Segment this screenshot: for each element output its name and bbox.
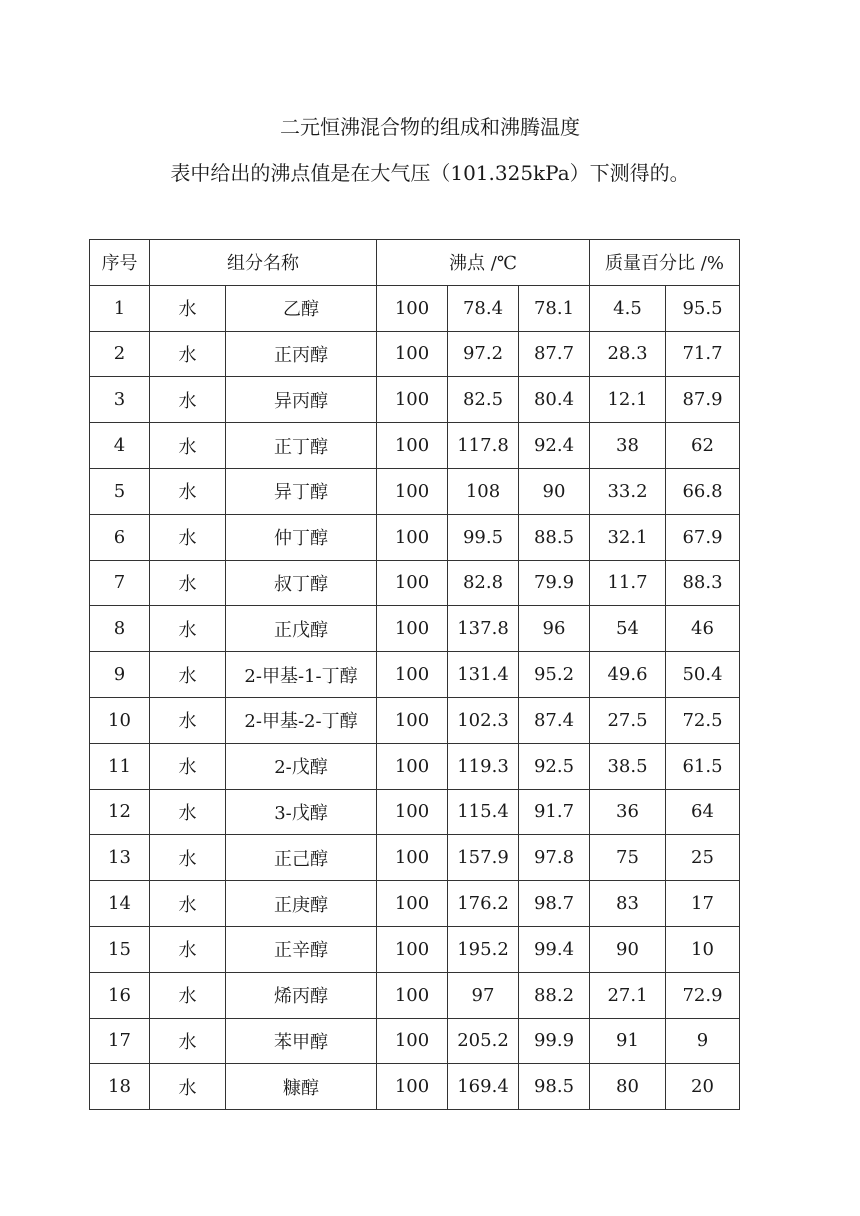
cell-bp-azeotrope: 97.8	[519, 835, 590, 881]
table-row	[90, 331, 740, 377]
cell-mass-b: 62	[666, 423, 740, 469]
cell-mass-b: 17	[666, 881, 740, 927]
cell-bp-b: 205.2	[448, 1018, 519, 1064]
cell-mass-b: 20	[666, 1064, 740, 1110]
cell-bp-b: 78.4	[448, 285, 519, 331]
cell-bp-b: 82.5	[448, 377, 519, 423]
cell-mass-a: 80	[590, 1064, 666, 1110]
cell-mass-b: 88.3	[666, 560, 740, 606]
cell-component-b: 正丙醇	[226, 331, 377, 377]
cell-bp-azeotrope: 88.5	[519, 514, 590, 560]
cell-component-b: 正丁醇	[226, 423, 377, 469]
cell-bp-a: 100	[377, 377, 448, 423]
cell-bp-b: 99.5	[448, 514, 519, 560]
cell-bp-azeotrope: 98.7	[519, 881, 590, 927]
cell-mass-a: 28.3	[590, 331, 666, 377]
cell-component-b: 2-甲基-1-丁醇	[226, 652, 377, 698]
cell-index: 16	[90, 972, 150, 1018]
table-row	[90, 926, 740, 972]
cell-component-a: 水	[150, 560, 226, 606]
cell-index: 11	[90, 743, 150, 789]
cell-mass-a: 75	[590, 835, 666, 881]
cell-component-b: 正庚醇	[226, 881, 377, 927]
boiling-point-table	[89, 239, 740, 1110]
cell-component-b: 正辛醇	[226, 926, 377, 972]
cell-mass-b: 66.8	[666, 468, 740, 514]
cell-bp-azeotrope: 99.9	[519, 1018, 590, 1064]
cell-mass-a: 38	[590, 423, 666, 469]
cell-index: 9	[90, 652, 150, 698]
cell-bp-azeotrope: 96	[519, 606, 590, 652]
cell-bp-azeotrope: 98.5	[519, 1064, 590, 1110]
table-header-row	[90, 240, 740, 286]
cell-index: 10	[90, 697, 150, 743]
table-row	[90, 1064, 740, 1110]
cell-mass-a: 90	[590, 926, 666, 972]
cell-index: 14	[90, 881, 150, 927]
cell-component-b: 乙醇	[226, 285, 377, 331]
cell-bp-b: 117.8	[448, 423, 519, 469]
cell-bp-b: 82.8	[448, 560, 519, 606]
cell-bp-a: 100	[377, 1064, 448, 1110]
cell-component-a: 水	[150, 285, 226, 331]
cell-bp-azeotrope: 95.2	[519, 652, 590, 698]
cell-component-a: 水	[150, 1018, 226, 1064]
cell-bp-b: 108	[448, 468, 519, 514]
cell-component-a: 水	[150, 697, 226, 743]
cell-bp-a: 100	[377, 697, 448, 743]
cell-mass-b: 9	[666, 1018, 740, 1064]
cell-component-a: 水	[150, 926, 226, 972]
page-title: 二元恒沸混合物的组成和沸腾温度	[280, 115, 580, 139]
cell-bp-azeotrope: 99.4	[519, 926, 590, 972]
cell-bp-b: 97	[448, 972, 519, 1018]
cell-component-b: 3-戊醇	[226, 789, 377, 835]
cell-index: 5	[90, 468, 150, 514]
table-row	[90, 697, 740, 743]
cell-index: 13	[90, 835, 150, 881]
cell-component-a: 水	[150, 972, 226, 1018]
cell-bp-azeotrope: 80.4	[519, 377, 590, 423]
cell-bp-a: 100	[377, 743, 448, 789]
cell-bp-a: 100	[377, 285, 448, 331]
cell-index: 2	[90, 331, 150, 377]
table-row	[90, 423, 740, 469]
cell-component-a: 水	[150, 423, 226, 469]
cell-mass-a: 11.7	[590, 560, 666, 606]
table-body	[90, 285, 740, 1109]
cell-bp-azeotrope: 91.7	[519, 789, 590, 835]
cell-index: 1	[90, 285, 150, 331]
cell-component-b: 正戊醇	[226, 606, 377, 652]
cell-index: 18	[90, 1064, 150, 1110]
cell-bp-b: 169.4	[448, 1064, 519, 1110]
cell-mass-a: 36	[590, 789, 666, 835]
cell-mass-b: 72.9	[666, 972, 740, 1018]
table-row	[90, 606, 740, 652]
cell-mass-b: 67.9	[666, 514, 740, 560]
cell-mass-a: 27.5	[590, 697, 666, 743]
cell-bp-a: 100	[377, 468, 448, 514]
cell-bp-a: 100	[377, 881, 448, 927]
header-boiling-point: 沸点 /℃	[377, 240, 590, 286]
cell-component-a: 水	[150, 652, 226, 698]
cell-mass-b: 72.5	[666, 697, 740, 743]
cell-bp-b: 119.3	[448, 743, 519, 789]
cell-index: 7	[90, 560, 150, 606]
header-index: 序号	[90, 240, 150, 286]
cell-bp-a: 100	[377, 514, 448, 560]
header-components: 组分名称	[150, 240, 377, 286]
cell-component-a: 水	[150, 789, 226, 835]
cell-mass-b: 46	[666, 606, 740, 652]
cell-bp-b: 157.9	[448, 835, 519, 881]
cell-index: 6	[90, 514, 150, 560]
cell-mass-b: 71.7	[666, 331, 740, 377]
cell-bp-b: 137.8	[448, 606, 519, 652]
cell-component-b: 异丁醇	[226, 468, 377, 514]
cell-mass-a: 54	[590, 606, 666, 652]
table-row	[90, 377, 740, 423]
cell-component-b: 正己醇	[226, 835, 377, 881]
cell-component-b: 2-甲基-2-丁醇	[226, 697, 377, 743]
cell-bp-azeotrope: 79.9	[519, 560, 590, 606]
cell-bp-b: 176.2	[448, 881, 519, 927]
cell-mass-b: 64	[666, 789, 740, 835]
cell-component-b: 叔丁醇	[226, 560, 377, 606]
table-row	[90, 743, 740, 789]
table-row	[90, 652, 740, 698]
cell-index: 12	[90, 789, 150, 835]
cell-bp-a: 100	[377, 835, 448, 881]
table-row	[90, 1018, 740, 1064]
cell-bp-a: 100	[377, 606, 448, 652]
cell-bp-azeotrope: 90	[519, 468, 590, 514]
cell-component-a: 水	[150, 835, 226, 881]
cell-component-b: 苯甲醇	[226, 1018, 377, 1064]
cell-component-a: 水	[150, 514, 226, 560]
table-row	[90, 468, 740, 514]
cell-mass-b: 25	[666, 835, 740, 881]
cell-mass-b: 10	[666, 926, 740, 972]
cell-mass-a: 91	[590, 1018, 666, 1064]
table-row	[90, 560, 740, 606]
cell-index: 4	[90, 423, 150, 469]
cell-component-b: 糠醇	[226, 1064, 377, 1110]
cell-bp-a: 100	[377, 652, 448, 698]
cell-index: 15	[90, 926, 150, 972]
table-row	[90, 285, 740, 331]
cell-mass-b: 95.5	[666, 285, 740, 331]
cell-component-a: 水	[150, 377, 226, 423]
table-row	[90, 972, 740, 1018]
cell-bp-b: 115.4	[448, 789, 519, 835]
cell-bp-azeotrope: 92.4	[519, 423, 590, 469]
table-row	[90, 835, 740, 881]
cell-mass-b: 61.5	[666, 743, 740, 789]
page-subtitle: 表中给出的沸点值是在大气压（101.325kPa）下测得的。	[170, 161, 690, 185]
table-row	[90, 514, 740, 560]
cell-bp-azeotrope: 92.5	[519, 743, 590, 789]
cell-mass-b: 50.4	[666, 652, 740, 698]
cell-component-a: 水	[150, 743, 226, 789]
table-row	[90, 881, 740, 927]
header-mass-percent: 质量百分比 /%	[590, 240, 740, 286]
cell-mass-a: 49.6	[590, 652, 666, 698]
cell-component-a: 水	[150, 331, 226, 377]
cell-mass-a: 83	[590, 881, 666, 927]
cell-bp-a: 100	[377, 423, 448, 469]
cell-mass-a: 33.2	[590, 468, 666, 514]
cell-component-a: 水	[150, 1064, 226, 1110]
cell-component-b: 烯丙醇	[226, 972, 377, 1018]
cell-mass-a: 12.1	[590, 377, 666, 423]
cell-component-b: 2-戊醇	[226, 743, 377, 789]
table-row	[90, 789, 740, 835]
cell-mass-b: 87.9	[666, 377, 740, 423]
cell-bp-a: 100	[377, 560, 448, 606]
cell-mass-a: 27.1	[590, 972, 666, 1018]
cell-component-a: 水	[150, 606, 226, 652]
cell-index: 3	[90, 377, 150, 423]
cell-bp-azeotrope: 88.2	[519, 972, 590, 1018]
cell-mass-a: 38.5	[590, 743, 666, 789]
cell-bp-b: 102.3	[448, 697, 519, 743]
cell-component-a: 水	[150, 468, 226, 514]
cell-bp-azeotrope: 87.7	[519, 331, 590, 377]
cell-mass-a: 32.1	[590, 514, 666, 560]
cell-bp-a: 100	[377, 1018, 448, 1064]
cell-bp-a: 100	[377, 926, 448, 972]
cell-bp-azeotrope: 87.4	[519, 697, 590, 743]
cell-index: 17	[90, 1018, 150, 1064]
cell-mass-a: 4.5	[590, 285, 666, 331]
cell-index: 8	[90, 606, 150, 652]
cell-bp-b: 97.2	[448, 331, 519, 377]
cell-component-b: 异丙醇	[226, 377, 377, 423]
cell-bp-a: 100	[377, 789, 448, 835]
cell-component-a: 水	[150, 881, 226, 927]
cell-component-b: 仲丁醇	[226, 514, 377, 560]
cell-bp-b: 131.4	[448, 652, 519, 698]
cell-bp-a: 100	[377, 331, 448, 377]
cell-bp-azeotrope: 78.1	[519, 285, 590, 331]
cell-bp-a: 100	[377, 972, 448, 1018]
cell-bp-b: 195.2	[448, 926, 519, 972]
